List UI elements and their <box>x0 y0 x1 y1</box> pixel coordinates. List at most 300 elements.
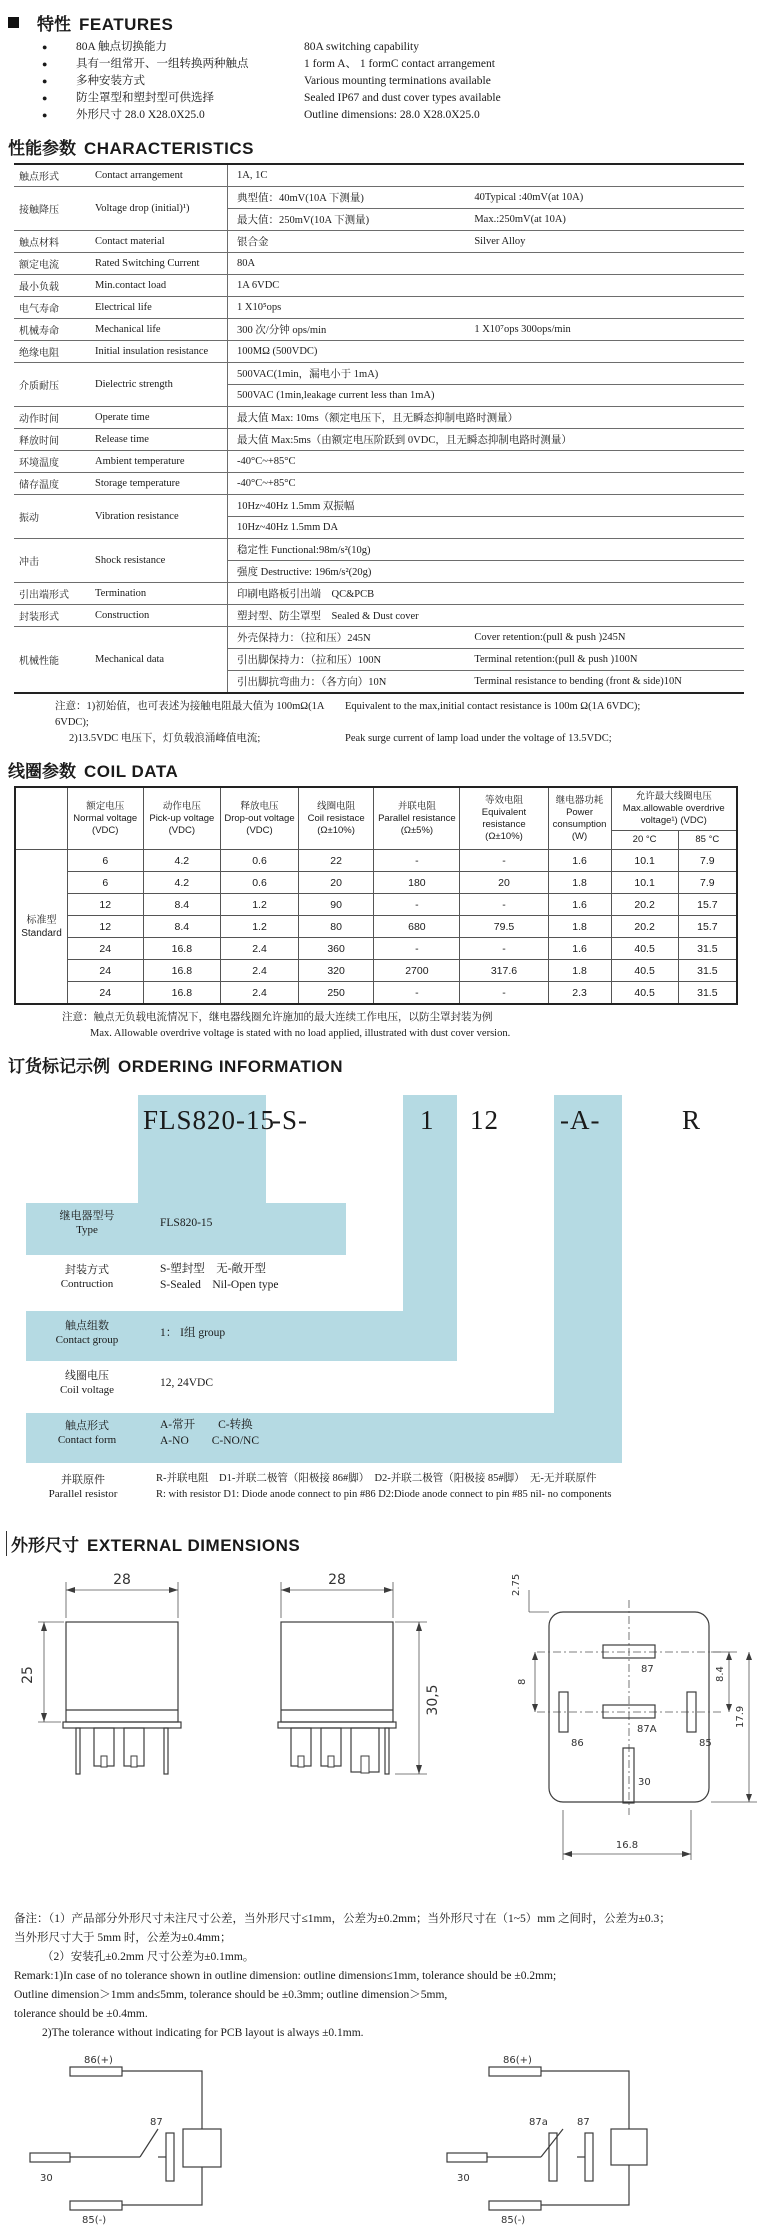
dimensions-heading <box>6 1531 752 1556</box>
param-label-en: Vibration resistance <box>95 511 179 522</box>
note-cn: 注意：1)初始值，也可表述为接触电阻最大值为 100mΩ(1A 6VDC); <box>55 701 324 728</box>
param-label-cn: 电气寿命 <box>19 304 59 315</box>
order-value: FLS820-15 <box>160 1217 213 1229</box>
param-label-cn: 振动 <box>19 513 39 524</box>
param-label-cn: 绝缘电阻 <box>19 348 59 359</box>
table-row <box>14 429 744 451</box>
param-value: 最大值 Max:5ms（由额定电压阶跃到 0VDC，且无瞬态抑制电路时测量） <box>237 435 572 446</box>
pin-86-label: 86 <box>571 1738 584 1749</box>
note-line <box>55 699 744 731</box>
coil-title-cn: 线圈参数 <box>8 762 76 781</box>
table-row <box>14 253 744 275</box>
coil-value: 16.8 <box>143 982 221 1005</box>
coil-value: 8.4 <box>143 894 221 916</box>
bullet-icon: ● <box>42 59 48 69</box>
coil-header: 动作电压 Pick-up voltage (VDC) <box>143 787 221 850</box>
coil-title-en: COIL DATA <box>84 762 179 781</box>
pin-30-label: 30 <box>457 2173 470 2184</box>
order-label-en: Coil voltage <box>59 1384 115 1396</box>
pin-87a-label: 87a <box>529 2117 548 2128</box>
param-values <box>227 231 744 252</box>
order-label-cn: 封装方式 <box>65 1264 109 1276</box>
coil-value: 20 <box>460 872 548 894</box>
datasheet-page <box>0 10 752 2226</box>
note-cn: 注意：触点无负载电流情况下，继电器线圈允许施加的最大连续工作电压，以防尘罩封装为例 <box>62 1012 493 1023</box>
remark-en: Remark:1)In case of no tolerance shown in outline dimension: outline dimension≤1mm, tolerance should be ±0.2mm; <box>14 1970 557 1982</box>
order-code-type: FLS820-15 <box>143 1105 276 1135</box>
param-value: 印刷电路板引出端 QC&PCB <box>237 589 375 600</box>
coil-value: 15.7 <box>678 916 737 938</box>
param-value: 典型值：40mV(10A 下测量) <box>237 193 364 204</box>
param-value: 100MΩ (500VDC) <box>237 346 318 357</box>
coil-value: 24 <box>67 982 143 1005</box>
param-values <box>227 473 744 494</box>
table-row <box>14 231 744 253</box>
ordering-row <box>28 1209 212 1237</box>
param-values <box>227 583 744 604</box>
feature-item <box>42 107 752 124</box>
param-label-en: Construction <box>95 610 150 621</box>
note-line <box>55 731 744 747</box>
coil-heading <box>8 757 752 782</box>
table-row <box>14 495 744 539</box>
param-value: -40°C~+85°C <box>237 456 296 467</box>
coil-value: 40.5 <box>611 960 678 982</box>
feature-en: Sealed IP67 and dust cover types available <box>304 92 501 104</box>
table-row <box>14 297 744 319</box>
coil-header: 允许最大线圈电压 Max.allowable overdrive voltage¹) (VDC) <box>611 787 737 831</box>
characteristics-heading <box>8 134 752 159</box>
coil-value: 16.8 <box>143 938 221 960</box>
ordering-row <box>24 1471 744 1503</box>
coil-value: 180 <box>374 872 460 894</box>
table-row <box>14 473 744 495</box>
feature-cn: 防尘罩型和塑封型可供选择 <box>76 92 214 104</box>
param-values <box>227 187 744 230</box>
order-label-cn: 继电器型号 <box>59 1210 115 1222</box>
coil-value: 31.5 <box>678 982 737 1005</box>
param-label-en: Shock resistance <box>95 555 166 566</box>
dim-275-label: 2.75 <box>511 1573 522 1596</box>
remark-en: Outline dimension＞1mm and≤5mm, tolerance should be ±0.3mm; outline dimension＞5mm, <box>14 1989 448 2001</box>
order-label-en: Contact group <box>55 1334 119 1346</box>
ordering-row <box>28 1369 213 1397</box>
param-label-en: Operate time <box>95 412 150 423</box>
param-value: Cover retention:(pull & push )245N <box>474 632 626 643</box>
coil-data-table <box>14 786 738 1005</box>
coil-value: 0.6 <box>221 850 299 872</box>
features-heading <box>8 10 752 35</box>
coil-value: 2.4 <box>221 938 299 960</box>
param-label-en: Termination <box>95 588 147 599</box>
feature-cn: 外形尺寸 28.0 X28.0X25.0 <box>76 109 205 121</box>
order-code-parallel: R <box>682 1105 702 1135</box>
coil-value: 31.5 <box>678 960 737 982</box>
coil-value: - <box>460 938 548 960</box>
table-row <box>14 451 744 473</box>
features-title-cn: 特性 <box>37 15 71 34</box>
features-list <box>0 39 752 124</box>
table-row <box>14 605 744 627</box>
table-row <box>14 341 744 363</box>
ordering-title-cn: 订货标记示例 <box>8 1057 110 1076</box>
dim-179-label: 17.9 <box>735 1705 746 1728</box>
param-label-en: Voltage drop (initial)¹) <box>95 203 190 214</box>
param-label-en: Mechanical life <box>95 324 161 335</box>
feature-item <box>42 90 752 107</box>
coil-value: 320 <box>298 960 374 982</box>
feature-item <box>42 73 752 90</box>
bullet-icon: ● <box>42 42 48 52</box>
ordering-row <box>28 1417 259 1449</box>
relay-bottom-view-drawing <box>491 1560 776 1900</box>
table-row <box>14 319 744 341</box>
param-value: 最大值 Max: 10ms（额定电压下，且无瞬态抑制电路时测量） <box>237 413 519 424</box>
param-value: 1 X10⁷ops 300ops/min <box>474 324 571 335</box>
coil-value: 2.4 <box>221 982 299 1005</box>
param-label-cn: 储存温度 <box>19 480 59 491</box>
coil-value: 90 <box>298 894 374 916</box>
param-values <box>227 429 744 450</box>
bullet-icon: ● <box>42 93 48 103</box>
param-value: 银合金 <box>237 237 269 248</box>
ordering-heading <box>8 1052 752 1077</box>
coil-header: 并联电阻 Parallel resistance (Ω±5%) <box>374 787 460 850</box>
note-en: Max. Allowable overdrive voltage is stated with no load applied, illustrated with dust cover version. <box>90 1028 511 1039</box>
param-value: 10Hz~40Hz 1.5mm DA <box>237 522 339 533</box>
param-value: 500VAC(1min，漏电小于 1mA) <box>237 369 379 380</box>
param-label-cn: 机械性能 <box>19 656 59 667</box>
param-label-cn: 机械寿命 <box>19 326 59 337</box>
param-label-cn: 触点材料 <box>19 238 59 249</box>
param-values <box>227 451 744 472</box>
schematic-1-form-a <box>22 2051 272 2229</box>
table-row <box>15 938 737 960</box>
param-value: 塑封型、防尘罩型 Sealed & Dust cover <box>237 611 419 622</box>
param-label-en: Storage temperature <box>95 478 180 489</box>
bullet-icon: ● <box>42 76 48 86</box>
coil-value: 680 <box>374 916 460 938</box>
coil-value: 1.6 <box>548 850 611 872</box>
coil-value: - <box>460 850 548 872</box>
coil-value: 6 <box>67 872 143 894</box>
coil-value: 317.6 <box>460 960 548 982</box>
table-row <box>14 363 744 407</box>
coil-group-label: 标准型 Standard <box>15 850 67 1005</box>
param-label-cn: 环境温度 <box>19 458 59 469</box>
coil-value: 80 <box>298 916 374 938</box>
characteristics-table <box>14 163 744 694</box>
coil-value: 24 <box>67 960 143 982</box>
coil-value: 360 <box>298 938 374 960</box>
order-code-contact-form: -A- <box>560 1105 601 1135</box>
table-row <box>14 165 744 187</box>
characteristics-title-cn: 性能参数 <box>8 139 76 158</box>
param-values <box>227 495 744 538</box>
remark-cn: 备注：（1）产品部分外形尺寸未注尺寸公差，当外形尺寸≤1mm，公差为±0.2mm；当外形尺寸在（1~5）mm 之间时，公差为±0.3； <box>14 1913 671 1925</box>
coil-value: 1.6 <box>548 938 611 960</box>
param-label-en: Release time <box>95 434 149 445</box>
param-label-en: Electrical life <box>95 302 152 313</box>
coil-value: 10.1 <box>611 872 678 894</box>
dim-168-label: 16.8 <box>615 1840 639 1851</box>
param-value: 强度 Destructive: 196m/s²(20g) <box>237 567 372 578</box>
schematic-1-form-c <box>437 2051 697 2229</box>
order-value: R-并联电阻 D1-并联二极管（阳极接 86#脚） D2-并联二极管（阳极接 85#脚） 无-无并联原件 R: with resistor D1: Diode anode connect to pin #86 D2:Diode anode connect to pin #85 nil- no components <box>156 1473 612 1500</box>
feature-cn: 80A 触点切换能力 <box>76 41 168 53</box>
coil-value: 12 <box>67 916 143 938</box>
wiring-schematics <box>0 2043 752 2229</box>
relay-side-view-drawing <box>241 1560 461 1890</box>
dim-8-label: 8 <box>517 1678 528 1685</box>
order-label-en: Parallel resistor <box>48 1488 118 1500</box>
coil-value: 31.5 <box>678 938 737 960</box>
table-row <box>14 583 744 605</box>
feature-en: Outline dimensions: 28.0 X28.0X25.0 <box>304 109 480 121</box>
param-values <box>227 297 744 318</box>
param-label-en: Initial insulation resistance <box>95 346 209 357</box>
order-value: 12, 24VDC <box>160 1377 214 1389</box>
coil-value: 0.6 <box>221 872 299 894</box>
param-label-en: Contact arrangement <box>95 170 183 181</box>
coil-value: 12 <box>67 894 143 916</box>
param-value: 外壳保持力：（拉和压）245N <box>237 633 371 644</box>
dim-height-label: 30,5 <box>425 1684 441 1716</box>
coil-value: - <box>460 982 548 1005</box>
coil-value: 2700 <box>374 960 460 982</box>
coil-value: 1.2 <box>221 894 299 916</box>
coil-value: 16.8 <box>143 960 221 982</box>
remark-en: 2)The tolerance without indicating for PCB layout is always ±0.1mm. <box>42 2027 364 2039</box>
pin-30-label: 30 <box>638 1777 651 1788</box>
order-label-cn: 触点形式 <box>65 1420 109 1432</box>
param-value: 300 次/分钟 ops/min <box>237 325 327 336</box>
ordering-highlight <box>554 1095 622 1463</box>
param-value: -40°C~+85°C <box>237 478 296 489</box>
pin-85-label: 85(-) <box>82 2215 107 2226</box>
param-value: 引出脚保持力：（拉和压）100N <box>237 655 382 666</box>
feature-en: 1 form A、 1 formC contact arrangement <box>304 58 495 70</box>
coil-value: 79.5 <box>460 916 548 938</box>
pin-87-label: 87 <box>641 1664 654 1675</box>
param-value: 10Hz~40Hz 1.5mm 双振幅 <box>237 501 355 512</box>
coil-value: 1.2 <box>221 916 299 938</box>
param-values <box>227 539 744 582</box>
coil-value: 6 <box>67 850 143 872</box>
coil-value: 24 <box>67 938 143 960</box>
coil-value: 40.5 <box>611 982 678 1005</box>
coil-value: 4.2 <box>143 872 221 894</box>
coil-subheader: 85 °C <box>678 831 737 850</box>
param-values <box>227 605 744 626</box>
param-label-cn: 介质耐压 <box>19 381 59 392</box>
param-values <box>227 407 744 428</box>
coil-value: 1.8 <box>548 916 611 938</box>
order-code-coil-voltage: 12 <box>470 1105 499 1135</box>
param-label-cn: 最小负载 <box>19 282 59 293</box>
coil-value: 4.2 <box>143 850 221 872</box>
param-value: 引出脚抗弯曲力：（各方向）10N <box>237 677 387 688</box>
order-label-cn: 线圈电压 <box>65 1370 109 1382</box>
coil-value: 2.4 <box>221 960 299 982</box>
dim-height-label: 25 <box>20 1666 36 1684</box>
param-label-cn: 冲击 <box>19 557 39 568</box>
table-row <box>15 850 737 872</box>
note-en: Equivalent to the max,initial contact resistance is 100m Ω(1A 6VDC); <box>345 701 641 712</box>
coil-group-header <box>15 787 67 850</box>
ordering-diagram <box>0 1083 752 1521</box>
param-label-en: Contact material <box>95 236 165 247</box>
coil-value: 20 <box>298 872 374 894</box>
table-row <box>15 916 737 938</box>
param-label-en: Dielectric strength <box>95 379 173 390</box>
param-label-cn: 动作时间 <box>19 414 59 425</box>
order-value: A-常开 C-转换 A-NO C-NO/NC <box>160 1419 260 1447</box>
param-value: Terminal retention:(pull & push )100N <box>474 654 638 665</box>
coil-value: 40.5 <box>611 938 678 960</box>
coil-value: 22 <box>298 850 374 872</box>
pin-86-label: 86(+) <box>503 2055 532 2066</box>
param-values <box>227 253 744 274</box>
param-label-cn: 触点形式 <box>19 172 59 183</box>
param-value: 稳定性 Functional:98m/s²(10g) <box>237 545 371 556</box>
coil-subheader: 20 °C <box>611 831 678 850</box>
param-label-en: Mechanical data <box>95 654 165 665</box>
pin-86-label: 86(+) <box>84 2055 113 2066</box>
relay-front-view-drawing <box>18 1560 223 1890</box>
dim-84-label: 8.4 <box>715 1666 726 1682</box>
note-en: Peak surge current of lamp load under the voltage of 13.5VDC; <box>345 733 612 744</box>
param-label-en: Min.contact load <box>95 280 167 291</box>
table-row <box>15 982 737 1005</box>
section-marker-icon <box>8 17 19 28</box>
param-values <box>227 319 744 340</box>
param-values <box>227 275 744 296</box>
param-label-en: Ambient temperature <box>95 456 185 467</box>
order-value: 1： I组 group <box>160 1327 226 1339</box>
order-code-construction: -S- <box>272 1105 308 1135</box>
coil-value: - <box>374 850 460 872</box>
feature-cn: 多种安装方式 <box>76 75 145 87</box>
coil-value: 15.7 <box>678 894 737 916</box>
characteristics-title-en: CHARACTERISTICS <box>84 139 254 158</box>
param-value: 1A, 1C <box>237 170 268 181</box>
param-values <box>227 363 744 406</box>
coil-value: 1.8 <box>548 960 611 982</box>
pin-87-label: 87 <box>150 2117 163 2128</box>
dimensions-title-cn: 外形尺寸 <box>11 1536 79 1555</box>
coil-value: 8.4 <box>143 916 221 938</box>
dimensions-title-en: EXTERNAL DIMENSIONS <box>87 1536 301 1555</box>
param-value: 1 X10⁵ops <box>237 302 282 313</box>
param-label-cn: 封装形式 <box>19 612 59 623</box>
coil-header: 释放电压 Drop-out voltage (VDC) <box>221 787 299 850</box>
param-value: 1A 6VDC <box>237 280 280 291</box>
param-value: Terminal resistance to bending (front & side)10N <box>474 676 682 687</box>
dim-width-label: 28 <box>328 1572 346 1588</box>
param-value: 最大值：250mV(10A 下测量) <box>237 215 370 226</box>
param-label-en: Rated Switching Current <box>95 258 200 269</box>
feature-item <box>42 56 752 73</box>
coil-header: 线圈电阻 Coil resistace (Ω±10%) <box>298 787 374 850</box>
characteristics-notes <box>55 699 744 747</box>
feature-en: 80A switching capability <box>304 41 419 53</box>
param-value: Max.:250mV(at 10A) <box>474 214 566 225</box>
coil-value: 10.1 <box>611 850 678 872</box>
table-row <box>14 187 744 231</box>
order-label-cn: 触点组数 <box>65 1320 109 1332</box>
coil-value: 1.6 <box>548 894 611 916</box>
table-row <box>15 872 737 894</box>
remark-cn: 当外形尺寸大于 5mm 时，公差为±0.4mm； <box>14 1932 232 1944</box>
param-values <box>227 341 744 362</box>
coil-value: - <box>460 894 548 916</box>
order-value: S-塑封型 无-敞开型 S-Sealed Nil-Open type <box>160 1263 279 1291</box>
coil-value: - <box>374 982 460 1005</box>
coil-value: 7.9 <box>678 872 737 894</box>
pin-85-label: 85(-) <box>501 2215 526 2226</box>
table-row <box>14 539 744 583</box>
coil-note <box>62 1010 744 1042</box>
ordering-row <box>28 1261 279 1293</box>
order-label-en: Contruction <box>60 1278 114 1290</box>
table-row <box>14 275 744 297</box>
pin-30-label: 30 <box>40 2173 53 2184</box>
coil-value: 250 <box>298 982 374 1005</box>
param-label-cn: 释放时间 <box>19 436 59 447</box>
coil-value: 20.2 <box>611 894 678 916</box>
param-value: 40Typical :40mV(at 10A) <box>474 192 584 203</box>
dimension-drawings <box>18 1560 752 1900</box>
table-row <box>14 407 744 429</box>
coil-value: 2.3 <box>548 982 611 1005</box>
feature-cn: 具有一组常开、一组转换两种触点 <box>76 58 249 70</box>
ordering-title-en: ORDERING INFORMATION <box>118 1057 344 1076</box>
coil-header: 继电器功耗 Power consumption (W) <box>548 787 611 850</box>
note-cn: 2)13.5VDC 电压下，灯负载浪涌峰值电流; <box>69 733 261 744</box>
pin-87-label: 87 <box>577 2117 590 2128</box>
coil-header: 额定电压 Normal voltage (VDC) <box>67 787 143 850</box>
param-values <box>227 165 744 186</box>
pin-85-label: 85 <box>699 1738 712 1749</box>
ordering-row <box>28 1319 225 1347</box>
coil-value: 20.2 <box>611 916 678 938</box>
param-label-cn: 接触降压 <box>19 205 59 216</box>
remark-en: tolerance should be ±0.4mm. <box>14 2008 148 2020</box>
feature-en: Various mounting terminations available <box>304 75 491 87</box>
table-row <box>15 894 737 916</box>
param-value: 500VAC (1min,leakage current less than 1mA) <box>237 390 435 401</box>
param-value: Silver Alloy <box>474 236 526 247</box>
order-label-cn: 并联原件 <box>61 1474 105 1486</box>
features-title-en: FEATURES <box>79 15 174 34</box>
order-label-en: Contact form <box>57 1434 117 1446</box>
coil-value: - <box>374 938 460 960</box>
remarks-block <box>14 1910 742 2043</box>
param-value: 80A <box>237 258 256 269</box>
table-row <box>14 627 744 692</box>
table-row <box>15 960 737 982</box>
param-label-cn: 额定电流 <box>19 260 59 271</box>
coil-value: 7.9 <box>678 850 737 872</box>
param-label-cn: 引出端形式 <box>19 590 69 601</box>
order-code-contact-group: 1 <box>420 1105 435 1135</box>
feature-item <box>42 39 752 56</box>
param-values <box>227 627 744 692</box>
order-label-en: Type <box>76 1224 98 1236</box>
remark-cn: （2）安装孔±0.2mm 尺寸公差为±0.1mm。 <box>42 1951 255 1963</box>
coil-header-row <box>15 787 737 831</box>
